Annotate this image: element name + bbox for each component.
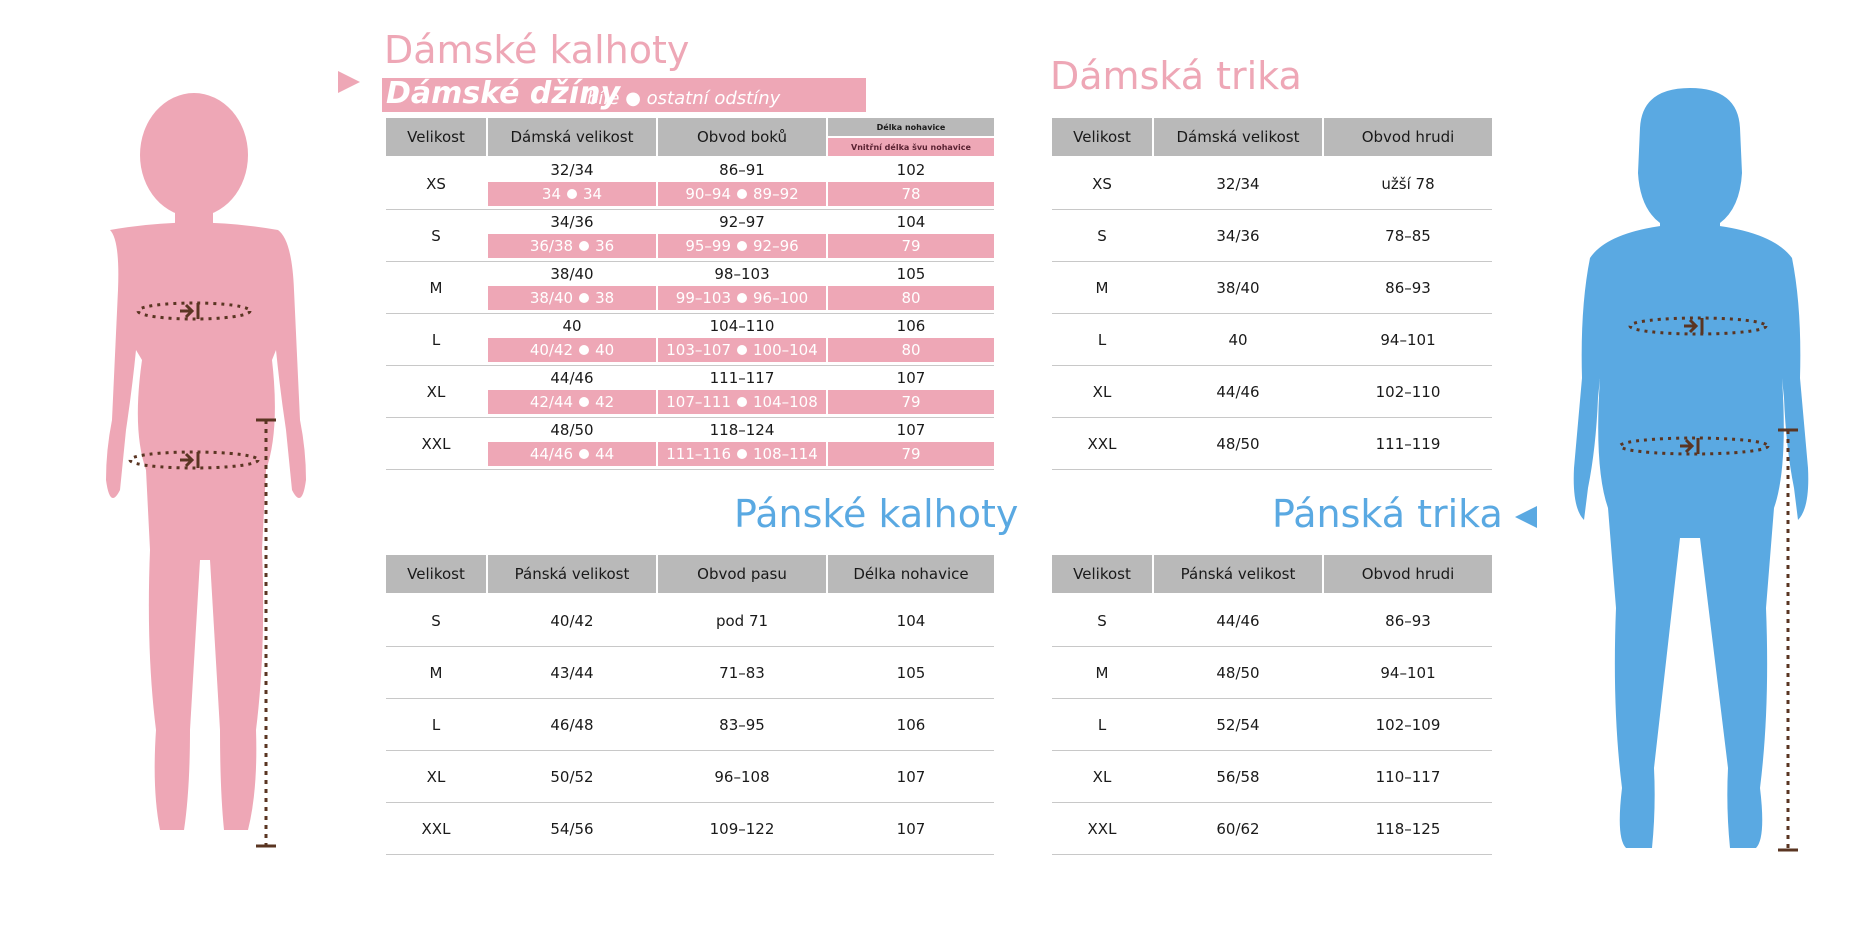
- row-divider: [386, 854, 994, 855]
- value-cell: 40: [1228, 331, 1248, 349]
- row-divider: [1052, 313, 1492, 314]
- length-header-top: Délka nohavice: [828, 118, 994, 136]
- inseam-cell: 78: [828, 182, 994, 206]
- size-cell: L: [431, 716, 441, 734]
- jeans-white-size: 36/38: [529, 237, 574, 255]
- dot-icon: [737, 241, 747, 251]
- dot-icon: [737, 449, 747, 459]
- mens-pants-title: Pánské kalhoty: [734, 492, 1019, 536]
- row-divider: [386, 802, 994, 803]
- header-cell: Velikost: [386, 118, 486, 156]
- dot-icon: [737, 397, 747, 407]
- row-divider: [1052, 209, 1492, 210]
- length-cell: 104: [896, 213, 926, 231]
- row-divider: [386, 365, 994, 366]
- pants-size-cell: 32/34: [550, 161, 594, 179]
- value-cell: 94–101: [1380, 331, 1436, 349]
- size-cell: XXL: [421, 435, 451, 453]
- jeans-white-size: 40/42: [529, 341, 574, 359]
- jeans-white-hips: 99–103: [675, 289, 731, 307]
- value-cell: užší 78: [1381, 175, 1435, 193]
- man-silhouette: [1570, 88, 1810, 863]
- row-divider: [386, 261, 994, 262]
- row-divider: [1052, 646, 1492, 647]
- value-cell: 102–109: [1375, 716, 1441, 734]
- size-cell: M: [429, 279, 443, 297]
- header-cell: Obvod pasu: [658, 555, 826, 593]
- womens-pants-table: [386, 118, 994, 472]
- header-cell: Obvod hrudi: [1324, 118, 1492, 156]
- size-cell: XS: [426, 175, 446, 193]
- size-cell: XXL: [1087, 820, 1117, 838]
- blue-arrow-icon: [1515, 506, 1537, 528]
- jeans-other-size: 44: [595, 445, 615, 463]
- jeans-hips-cell: [658, 390, 826, 414]
- value-cell: 96–108: [714, 768, 770, 786]
- value-cell: 102–110: [1375, 383, 1441, 401]
- value-cell: 34/36: [1216, 227, 1260, 245]
- jeans-hips-cell: [658, 442, 826, 466]
- value-cell: 32/34: [1216, 175, 1260, 193]
- mens-pants-table: [386, 555, 994, 855]
- jeans-size-cell: [488, 442, 656, 466]
- dot-icon: [579, 241, 589, 251]
- value-cell: 54/56: [550, 820, 594, 838]
- jeans-hips-cell: [658, 234, 826, 258]
- jeans-other-size: 38: [595, 289, 615, 307]
- length-cell: 105: [896, 265, 926, 283]
- row-divider: [386, 698, 994, 699]
- row-divider: [1052, 261, 1492, 262]
- header-cell: Délka nohavice: [828, 555, 994, 593]
- jeans-white-size: 42/44: [529, 393, 574, 411]
- row-divider: [386, 646, 994, 647]
- size-cell: S: [431, 227, 441, 245]
- jeans-white-hips: 95–99: [685, 237, 731, 255]
- length-cell: 106: [896, 317, 926, 335]
- womens-jeans-banner: [382, 78, 866, 112]
- value-cell: 40/42: [550, 612, 594, 630]
- size-cell: XL: [1092, 383, 1112, 401]
- pants-size-cell: 40: [562, 317, 582, 335]
- inseam-cell: 79: [828, 390, 994, 414]
- value-cell: 50/52: [550, 768, 594, 786]
- jeans-white-hips: 111–116: [666, 445, 731, 463]
- hips-cell: 118–124: [709, 421, 775, 439]
- value-cell: 110–117: [1375, 768, 1441, 786]
- value-cell: 86–93: [1385, 612, 1431, 630]
- size-cell: M: [429, 664, 443, 682]
- value-cell: 38/40: [1216, 279, 1260, 297]
- woman-silhouette: [80, 90, 310, 860]
- header-cell: Velikost: [1052, 118, 1152, 156]
- jeans-white-size: 44/46: [529, 445, 574, 463]
- jeans-other-size: 34: [583, 185, 603, 203]
- row-divider: [1052, 750, 1492, 751]
- size-cell: XL: [426, 768, 446, 786]
- value-cell: 83–95: [719, 716, 765, 734]
- jeans-size-cell: [488, 338, 656, 362]
- value-cell: 44/46: [1216, 383, 1260, 401]
- jeans-white-size: 34: [541, 185, 561, 203]
- size-cell: S: [1097, 612, 1107, 630]
- womens-shirts-title: Dámská trika: [1050, 54, 1302, 98]
- header-cell: Pánská velikost: [1154, 555, 1322, 593]
- size-cell: XS: [1092, 175, 1112, 193]
- hips-cell: 111–117: [709, 369, 775, 387]
- mens-shirts-title: Pánská trika: [1272, 492, 1503, 536]
- value-cell: 48/50: [1216, 435, 1260, 453]
- jeans-other-hips: 89–92: [753, 185, 799, 203]
- value-cell: pod 71: [715, 612, 769, 630]
- value-cell: 86–93: [1385, 279, 1431, 297]
- womens-jeans-note: bílé ● ostatní odstíny: [587, 88, 781, 109]
- jeans-white-hips: 103–107: [666, 341, 731, 359]
- jeans-other-hips: 92–96: [753, 237, 799, 255]
- size-cell: XXL: [421, 820, 451, 838]
- inseam-cell: 80: [828, 338, 994, 362]
- header-cell: Dámská velikost: [1154, 118, 1322, 156]
- value-cell: 56/58: [1216, 768, 1260, 786]
- value-cell: 46/48: [550, 716, 594, 734]
- jeans-other-size: 40: [595, 341, 615, 359]
- womens-jeans-title: Dámské džíny: [386, 78, 621, 111]
- size-cell: XL: [426, 383, 446, 401]
- value-cell: 111–119: [1375, 435, 1441, 453]
- jeans-hips-cell: [658, 182, 826, 206]
- row-divider: [386, 209, 994, 210]
- value-cell: 105: [896, 664, 926, 682]
- size-cell: XL: [1092, 768, 1112, 786]
- size-cell: L: [431, 331, 441, 349]
- row-divider: [1052, 469, 1492, 470]
- row-divider: [386, 750, 994, 751]
- row-divider: [1052, 802, 1492, 803]
- jeans-white-hips: 90–94: [685, 185, 731, 203]
- value-cell: 107: [896, 768, 926, 786]
- header-cell: Velikost: [386, 555, 486, 593]
- pants-size-cell: 38/40: [550, 265, 594, 283]
- hips-cell: 92–97: [719, 213, 765, 231]
- value-cell: 109–122: [709, 820, 775, 838]
- dot-icon: [579, 397, 589, 407]
- dot-icon: [579, 449, 589, 459]
- mens-shirts-table: [1052, 555, 1492, 855]
- size-cell: S: [431, 612, 441, 630]
- size-cell: L: [1097, 331, 1107, 349]
- row-divider: [1052, 854, 1492, 855]
- jeans-size-cell: [488, 286, 656, 310]
- dot-icon: [737, 189, 747, 199]
- value-cell: 43/44: [550, 664, 594, 682]
- size-cell: S: [1097, 227, 1107, 245]
- header-cell: Obvod hrudi: [1324, 555, 1492, 593]
- pants-size-cell: 48/50: [550, 421, 594, 439]
- row-divider: [386, 469, 994, 470]
- value-cell: 106: [896, 716, 926, 734]
- hips-cell: 86–91: [719, 161, 765, 179]
- length-cell: 102: [896, 161, 926, 179]
- jeans-hips-cell: [658, 286, 826, 310]
- jeans-other-size: 42: [595, 393, 615, 411]
- dot-icon: [567, 189, 577, 199]
- jeans-other-hips: 104–108: [753, 393, 818, 411]
- value-cell: 44/46: [1216, 612, 1260, 630]
- dot-icon: [579, 345, 589, 355]
- row-divider: [1052, 417, 1492, 418]
- womens-pants-title: Dámské kalhoty: [384, 28, 690, 72]
- womens-shirts-table: [1052, 118, 1492, 472]
- value-cell: 52/54: [1216, 716, 1260, 734]
- jeans-size-cell: [488, 234, 656, 258]
- size-cell: L: [1097, 716, 1107, 734]
- size-cell: M: [1095, 664, 1109, 682]
- length-header-bottom: Vnitřní délka švu nohavice: [828, 138, 994, 156]
- value-cell: 104: [896, 612, 926, 630]
- dot-icon: [737, 293, 747, 303]
- jeans-hips-cell: [658, 338, 826, 362]
- value-cell: 60/62: [1216, 820, 1260, 838]
- value-cell: 107: [896, 820, 926, 838]
- inseam-cell: 79: [828, 442, 994, 466]
- length-cell: 107: [896, 421, 926, 439]
- row-divider: [386, 313, 994, 314]
- value-cell: 118–125: [1375, 820, 1441, 838]
- hips-cell: 98–103: [714, 265, 770, 283]
- jeans-white-hips: 107–111: [666, 393, 731, 411]
- jeans-size-cell: [488, 390, 656, 414]
- header-cell: Pánská velikost: [488, 555, 656, 593]
- inseam-cell: 80: [828, 286, 994, 310]
- pink-arrow-icon: [338, 71, 360, 93]
- length-cell: 107: [896, 369, 926, 387]
- jeans-other-hips: 96–100: [753, 289, 809, 307]
- jeans-other-size: 36: [595, 237, 615, 255]
- dot-icon: [579, 293, 589, 303]
- header-cell: Obvod boků: [658, 118, 826, 156]
- size-cell: M: [1095, 279, 1109, 297]
- header-cell: Velikost: [1052, 555, 1152, 593]
- row-divider: [386, 417, 994, 418]
- dot-icon: [737, 345, 747, 355]
- jeans-other-hips: 100–104: [753, 341, 818, 359]
- value-cell: 71–83: [719, 664, 765, 682]
- hips-cell: 104–110: [709, 317, 775, 335]
- pants-size-cell: 34/36: [550, 213, 594, 231]
- header-cell: Dámská velikost: [488, 118, 656, 156]
- value-cell: 94–101: [1380, 664, 1436, 682]
- inseam-cell: 79: [828, 234, 994, 258]
- jeans-white-size: 38/40: [529, 289, 574, 307]
- jeans-other-hips: 108–114: [753, 445, 818, 463]
- row-divider: [1052, 698, 1492, 699]
- row-divider: [1052, 365, 1492, 366]
- jeans-size-cell: [488, 182, 656, 206]
- value-cell: 78–85: [1385, 227, 1431, 245]
- pants-size-cell: 44/46: [550, 369, 594, 387]
- value-cell: 48/50: [1216, 664, 1260, 682]
- size-cell: XXL: [1087, 435, 1117, 453]
